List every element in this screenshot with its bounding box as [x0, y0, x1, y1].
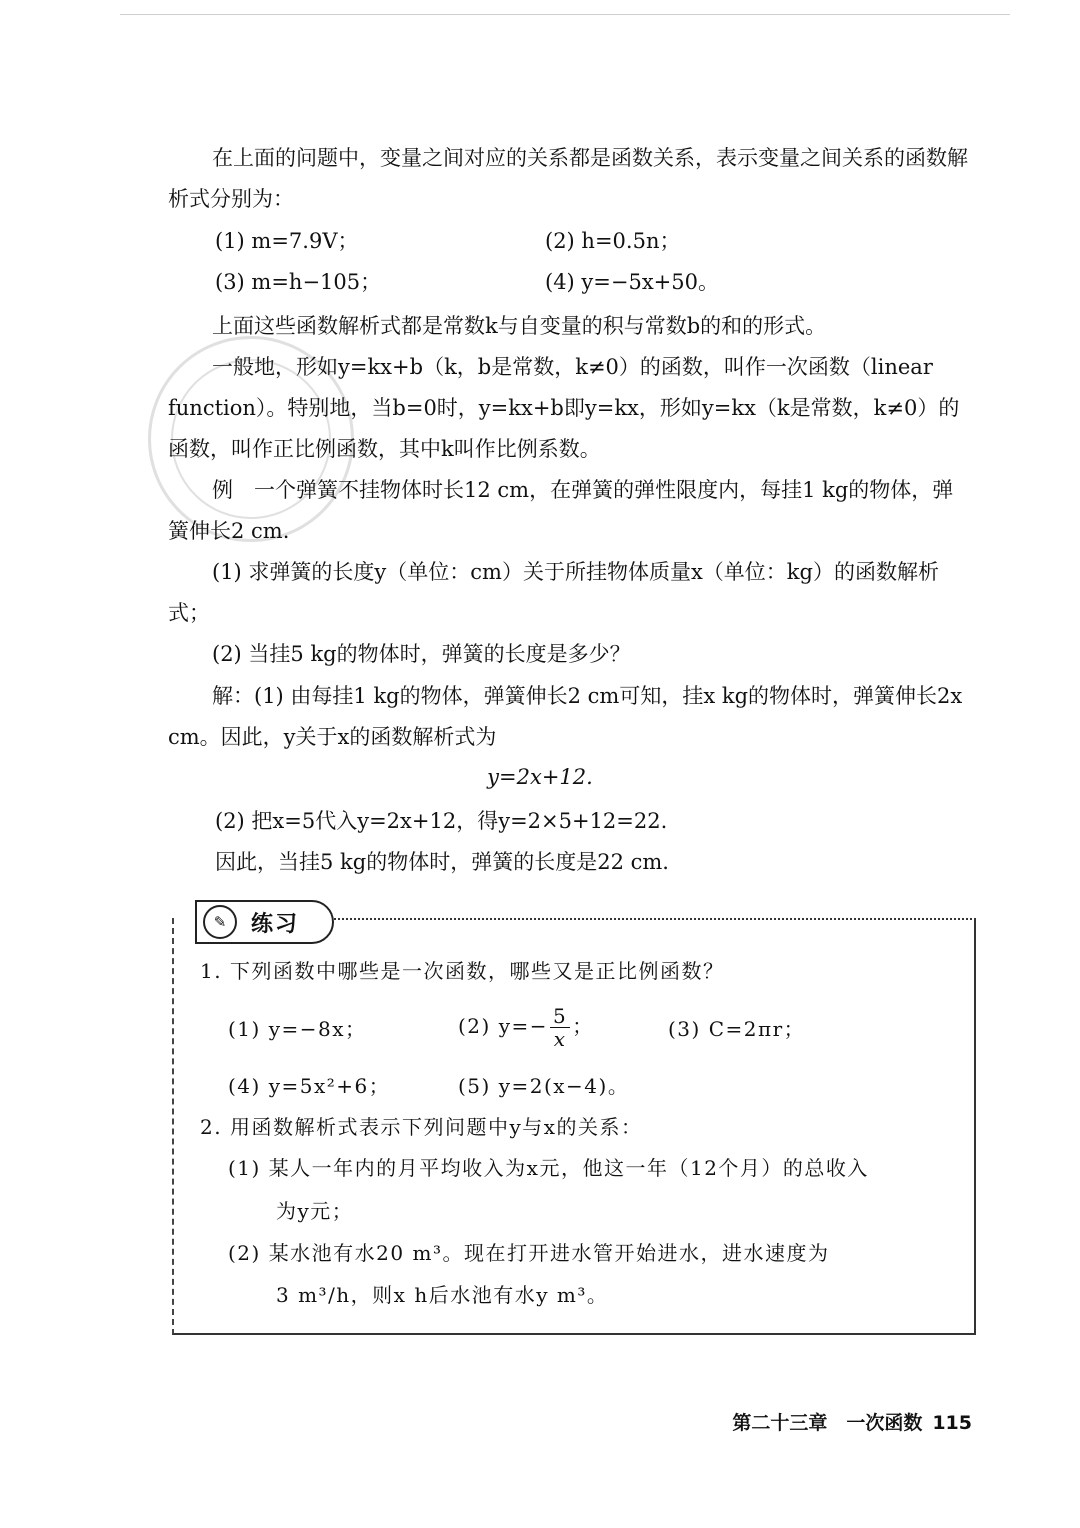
- fraction-numerator: 5: [550, 1005, 570, 1028]
- example-question-1: (1) 求弹簧的长度y（单位：cm）关于所挂物体质量x（单位：kg）的函数解析式；: [168, 560, 939, 625]
- fraction: [550, 1005, 570, 1050]
- page-footer: [732, 1408, 972, 1435]
- practice-item-5: (5) y=2(x−4)。: [458, 1074, 630, 1098]
- example-statement: 例 一个弹簧不挂物体时长12 cm，在弹簧的弹性限度内，每挂1 kg的物体，弹簧伸长2 cm.: [168, 478, 954, 543]
- page-number: 115: [932, 1412, 972, 1434]
- summary-paragraph: 上面这些函数解析式都是常数k与自变量的积与常数b的和的形式。: [212, 314, 827, 338]
- fraction-denominator: x: [553, 1027, 567, 1051]
- practice-question-2b-line-2: 3 m³/h，则x h后水池有水y m³。: [276, 1283, 609, 1307]
- solution-formula: y=2x+12.: [487, 765, 593, 789]
- example-question-2: (2) 当挂5 kg的物体时，弹簧的长度是多少？: [212, 642, 631, 666]
- solution-conclusion: 因此，当挂5 kg的物体时，弹簧的长度是22 cm.: [215, 850, 669, 874]
- practice-label: [195, 900, 334, 944]
- practice-item-1: (1) y=−8x；: [228, 1017, 367, 1041]
- practice-item-3: (3) C=2πr；: [668, 1017, 806, 1041]
- practice-item-2: [458, 1005, 594, 1050]
- solution-part-2: (2) 把x=5代入y=2x+12，得y=2×5+12=22.: [215, 809, 668, 833]
- practice-item-2-prefix: (2) y=−: [458, 1014, 549, 1038]
- definition-paragraph: 一般地，形如y=kx+b（k，b是常数，k≠0）的函数，叫作一次函数（linear function）。特别地，当b=0时，y=kx+b即y=kx，形如y=kx（k是常数，k≠0）的函数，叫作正比例函数，其中k叫作比例系数。: [168, 355, 960, 461]
- formula-4: (4) y=−5x+50。: [545, 270, 719, 294]
- intro-paragraph: 在上面的问题中，变量之间对应的关系都是函数关系，表示变量之间关系的函数解析式分别为：: [168, 146, 968, 211]
- practice-question-2a-line-2: 为y元；: [276, 1199, 354, 1223]
- formula-1: (1) m=7.9V；: [215, 229, 359, 253]
- practice-question-2b-line-1: (2) 某水池有水20 m³。现在打开进水管开始进水，进水速度为: [228, 1241, 830, 1265]
- practice-question-1: 1. 下列函数中哪些是一次函数，哪些又是正比例函数？: [200, 959, 725, 983]
- practice-title: 练习: [251, 911, 300, 937]
- chapter-title: 第二十三章 一次函数: [732, 1412, 923, 1434]
- practice-question-2: 2. 用函数解析式表示下列问题中y与x的关系：: [200, 1115, 643, 1139]
- top-rule: [120, 14, 1010, 15]
- practice-item-2-suffix: ；: [572, 1014, 594, 1038]
- pencil-icon: ✎: [203, 905, 237, 939]
- practice-item-4: (4) y=5x²+6；: [228, 1074, 391, 1098]
- formula-3: (3) m=h−105；: [215, 270, 382, 294]
- solution-part-1: 解：(1) 由每挂1 kg的物体，弹簧伸长2 cm可知，挂x kg的物体时，弹簧伸长2x cm。因此，y关于x的函数解析式为: [168, 684, 963, 749]
- practice-box-top-border: [330, 918, 972, 920]
- formula-2: (2) h=0.5n；: [545, 229, 681, 253]
- practice-question-2a-line-1: (1) 某人一年内的月平均收入为x元，他这一年（12个月）的总收入: [228, 1156, 869, 1180]
